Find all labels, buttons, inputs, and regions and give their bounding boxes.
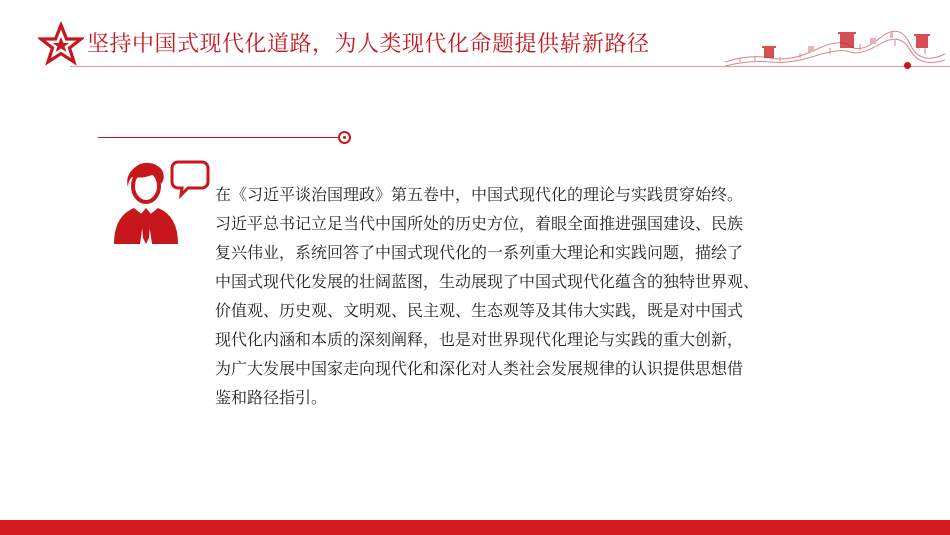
page-title: 坚持中国式现代化道路，为人类现代化命题提供崭新路径 (87, 32, 650, 57)
body-line: 在《习近平谈治国理政》第五卷中，中国式现代化的理论与实践贯穿始终。 (215, 185, 744, 204)
body-paragraph (215, 180, 835, 412)
body-line: 现代化内涵和本质的深刻阐释，也是对世界现代化理论与实践的重大创新， (215, 330, 744, 349)
person-speech-icon (110, 158, 210, 248)
great-wall-decoration (720, 24, 950, 68)
body-line: 鉴和路径指引。 (215, 388, 328, 407)
body-line: 为广大发展中国家走向现代化和深化对人类社会发展规律的认识提供思想借 (215, 359, 744, 378)
body-line: 习近平总书记立足当代中国所处的历史方位，着眼全面推进强国建设、民族 (215, 214, 744, 233)
body-line: 价值观、历史观、文明观、民主观、生态观等及其伟大实践，既是对中国式 (215, 301, 744, 320)
section-divider (98, 137, 344, 138)
star-icon (38, 22, 84, 66)
footer-bar (0, 520, 950, 535)
body-line: 中国式现代化发展的壮阔蓝图，生动展现了中国式现代化蕴含的独特世界观、 (215, 272, 760, 291)
header (0, 0, 950, 80)
divider-ring-dot (338, 131, 351, 144)
body-line: 复兴伟业，系统回答了中国式现代化的一系列重大理论和实践问题，描绘了 (215, 243, 744, 262)
